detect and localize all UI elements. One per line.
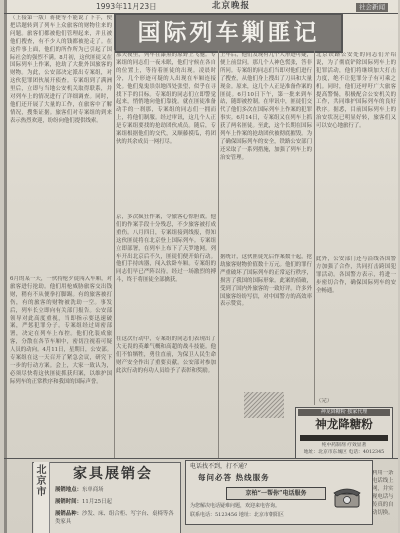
article-end-mark: （完） [316,398,333,404]
column-rule-3 [314,50,315,405]
phone-ad-sign: 京柏“一帮你”电话服务 [226,487,326,500]
shaded-ad-block [244,392,284,418]
article-column-2: 那天夜里，列车在漆黑的原野上飞驰。专案组的同志们一夜未眠，他们守候在各自的位置上，等待着匪徒的出现。凌晨时分，几个形迹可疑的人出现在车厢连接处。他们鬼鬼祟祟地四处张望，似乎在寻找下手的目标。专案组的同志们立即警觉起来，悄悄地向他们靠拢。就在匪徒准备动手的一刹那，专案组的同志们一拥而上，将他们制服。经过审讯，这几个人正是专案组要找的抢劫团伙成员。随后，专案组根据他们的交代，又顺藤摸瓜，将团伙的其余成员一网打尽。 [116,52,216,145]
section-label: 社会新闻 [356,3,388,12]
expo-row-value: 11月25日起 [81,499,112,505]
ads-divider-rule [4,458,398,459]
phone-ad-question: 电话找不到，打不通？ [190,463,251,470]
phone-ad-detail-1: 为您解决电话疑难问题，欢迎来电咨询。 [190,503,281,509]
article-column-1b: 6月的某一天，一伙持枪歹徒闯入车厢，对旅客进行抢劫。他们用枪威胁旅客交出钱财，稍有不从便拳打脚踢。有的旅客被打伤，有的旅客的财物被洗劫一空。事发后，列车长立即向有关部门报告。公安部领导对此高度重视，当即指示要迅速破案，严惩犯罪分子。专案组经过周密部署，决定在列车上布控。他们化装成旅客，分散在各节车厢中，密切注视着可疑人员的动向。4月11日，星期日，公安部。专案组在这一天召开了紧急会议，研究下一步的行动方案。会上，大家一致认为，必须尽快将这伙匪徒抓获归案，以维护国际列车的正常秩序和我国的国际声誉。 [10,276,112,385]
page-edge-shadow [4,0,7,533]
article-headline: 国际列车剿匪记 [137,20,320,46]
corner-text-snippet: 利用一条电话线上网，并实现电话与传真的自动切换。 [372,470,394,516]
product-ad-label: 神龙降糖粉 独家代理 [298,409,390,416]
expo-row-location [55,487,177,495]
expo-vertical-banner [34,462,50,533]
expo-title: 家具展销会 [73,466,153,482]
product-ad-line-1: 纯中药制剂 疗效显著 [321,443,367,448]
article-column-2c: 在这次行动中，专案组的同志们表现出了大无畏的英雄气概和高超的战斗技能。他们不怕牺牲，勇往直前，为保卫人民生命财产安全作出了重要贡献。公安部对参加此次行动的有功人员给予了表彰和奖励。 [116,336,216,374]
phone-ad-detail-2: 联系电话：5123456 地址：北京市朝阳区 [190,512,284,518]
expo-row-label: 展销地点： [55,487,82,493]
product-ad-brand: 神龙降糖粉 [315,417,373,431]
column-rule-2 [218,50,219,458]
expo-row-value: 东单商场 [81,487,104,493]
expo-vertical-title: 北京市 [36,465,47,498]
expo-row-items [55,511,177,526]
newspaper-name: 北京晚报 [212,1,251,11]
product-ad-stripe [300,435,388,441]
masthead [4,0,398,13]
phone-ad-slogan: 每问必答 热线服务 [198,473,270,482]
article-column-4b: 此外，公安部门还与沿线各国警方加强了合作，共同打击跨国犯罪活动。各国警方表示，将进一步密切合作，确保国际列车的安全畅通。 [316,256,396,294]
issue-date: 1993年11月23日 [96,2,157,11]
expo-row-value: 沙发、床、组合柜、写字台、桌椅等各类家具 [55,511,174,525]
article-column-4: 北京铁路公安处的同志们介绍说，为了彻底铲除国际列车上的犯罪活动，他们将继续加大打击力度，绝不让犯罪分子有可乘之机。同时，他们还呼吁广大旅客提高警惕，积极配合公安机关的工作，共同维护国际列车的良好秩序。据悉，目前国际列车上的治安状况已明显好转，旅客们又可以安心地旅行了。 [316,52,396,130]
article-column-1: （上接第一版）蒋捷等不能说了下手，便把话题转到了列车上众旅客的财物往来的问题。旅客们都被他们管理起来，并且被他们搜查，有不少人的钱都被抢走了。在这件事上面，他们的所作所为已引起了国际社会的强烈不满。8月初，这伙匪徒又在国际列车上作案，抢劫了大批外国旅客的财物。为此，公安部决定派出专案组，对这伙犯罪团伙展开侦查。专案组到了满洲里后，立即与当地公安机关取得联系，并对列车上的情况进行了详细调查。同时，他们还开展了大量的工作，在旅客中了解情况，搜集证据。旅客们对专案组的到来表示热烈欢迎，纷纷向他们提供线索。 [10,15,112,124]
product-ad [295,407,393,459]
expo-row-label: 展销时间： [55,499,82,505]
expo-row-time [55,499,177,507]
column-rule-1 [114,50,115,458]
article-column-3b: 据统计，这伙匪徒先后作案数十起，抢劫旅客财物价值数十万元。他们的罪行严重破坏了国际列车的正常运行秩序，损害了我国的国际形象。此案的侦破，受到了国内外旅客的一致好评。许多外国旅客纷纷写信，对中国警方的高效率表示赞赏。 [220,254,312,308]
article-column-3: 上车后，他们发现有几个人形迹可疑，便上前盘问。那几个人神色慌张，答非所问。专案组的同志们当即对他们进行了搜查，从他们身上搜出了刀具和大量现金。原来，这几个人正是准备作案的匪徒。6月10日下午，第一批来到车站，随即被控制。在审讯中，匪徒们交代了他们多次在国际列车上作案的犯罪事实。6月14日，专案组又在列车上抓获了两名匪徒。至此，这个长期在国际列车上作案的抢劫团伙被彻底摧毁。为了确保国际列车的安全，铁路公安部门还采取了一系列措施，加强了列车上的治安管理。 [220,52,312,161]
newspaper-page [4,0,398,533]
product-ad-line-2: 地址：北京市东城区 电话：4012345 [303,450,385,455]
article-column-2b: 京，多次疯狂作案，令旅客心惊胆战。他们的作案手段十分残忍，不少旅客被打成重伤。八月四日，专案组接到线报，得知这伙匪徒将在北京登上国际列车。专案组立即部署，在列车上布下了天罗地网。列车开出北京后不久，匪徒们便开始行动。他们手持凶器，闯入软卧车厢。专案组的同志们早已严阵以待，经过一场激烈的搏斗，终于将匪徒全部擒获。 [116,214,216,284]
headline-banner [114,13,343,53]
phone-service-ad [185,460,373,525]
expo-row-label: 展销品种： [55,511,82,517]
furniture-expo-ad [32,462,181,533]
